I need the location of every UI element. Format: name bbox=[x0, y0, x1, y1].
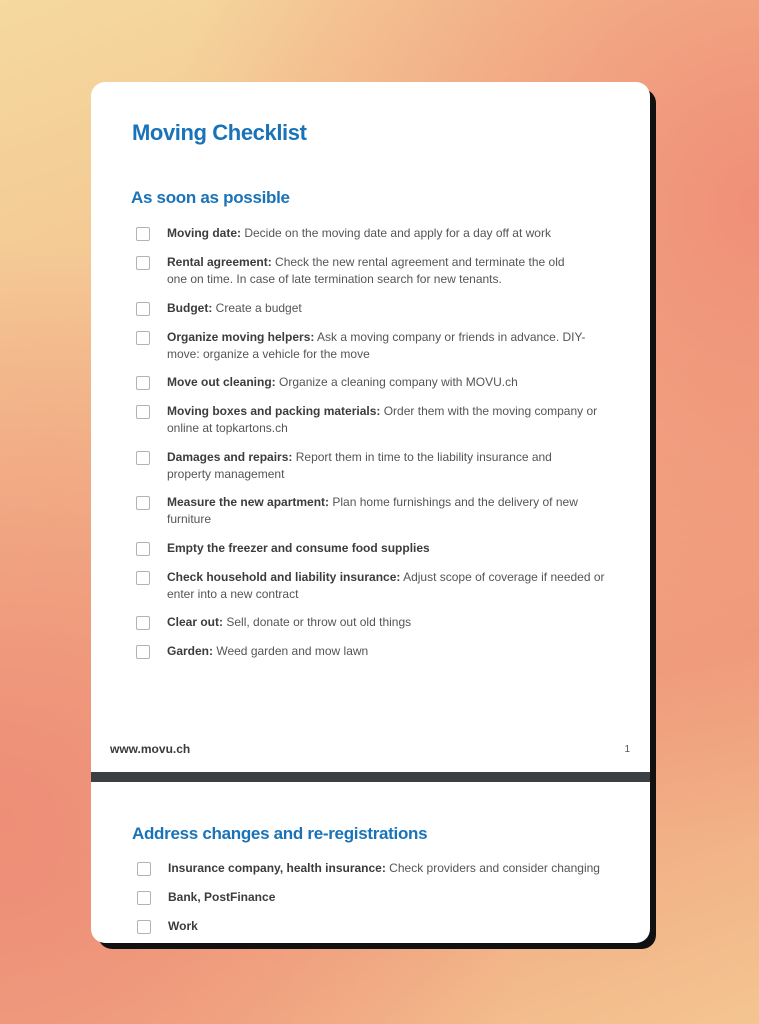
item-description: Order them with the moving company or online at topkartons.ch bbox=[167, 404, 598, 435]
item-text bbox=[167, 329, 592, 363]
item-text bbox=[167, 254, 587, 288]
checkbox[interactable] bbox=[136, 302, 150, 316]
item-label: Organize moving helpers: bbox=[167, 330, 315, 344]
item-text bbox=[167, 374, 612, 391]
item-description: Report them in time to the liability insurance and property management bbox=[167, 450, 552, 481]
checkbox[interactable] bbox=[136, 451, 150, 465]
item-text bbox=[167, 403, 617, 437]
page-break-divider bbox=[91, 772, 650, 782]
item-description: Plan home furnishings and the delivery of new furniture bbox=[167, 495, 578, 526]
item-label: Garden: bbox=[167, 644, 214, 658]
checkbox[interactable] bbox=[137, 920, 151, 934]
item-label: Move out cleaning: bbox=[167, 375, 276, 389]
item-text bbox=[167, 540, 612, 557]
item-description: Create a budget bbox=[212, 301, 302, 315]
item-label: Work bbox=[168, 919, 198, 933]
item-text bbox=[168, 860, 638, 877]
item-label: Empty the freezer and consume food supplies bbox=[167, 541, 430, 555]
checkbox[interactable] bbox=[136, 496, 150, 510]
item-description: Decide on the moving date and apply for a day off at work bbox=[241, 226, 551, 240]
item-text bbox=[167, 643, 612, 660]
item-text bbox=[167, 569, 622, 603]
item-label: Moving date: bbox=[167, 226, 241, 240]
checkbox[interactable] bbox=[136, 256, 150, 270]
checkbox[interactable] bbox=[136, 227, 150, 241]
checkbox[interactable] bbox=[136, 331, 150, 345]
item-label: Budget: bbox=[167, 301, 213, 315]
item-label: Moving boxes and packing materials: bbox=[167, 404, 381, 418]
item-text bbox=[167, 494, 617, 528]
item-label: Clear out: bbox=[167, 615, 224, 629]
item-description: Check providers and consider changing bbox=[385, 861, 600, 875]
item-label: Measure the new apartment: bbox=[167, 495, 330, 509]
checkbox[interactable] bbox=[137, 891, 151, 905]
item-description: Check the new rental agreement and terminate the old one on time. In case of late termination search for new tenants. bbox=[167, 255, 565, 286]
item-description: Organize a cleaning company with MOVU.ch bbox=[275, 375, 518, 389]
item-text bbox=[167, 225, 612, 242]
item-description: Weed garden and mow lawn bbox=[213, 644, 369, 658]
checkbox[interactable] bbox=[136, 376, 150, 390]
checkbox[interactable] bbox=[136, 571, 150, 585]
document-card bbox=[91, 82, 650, 943]
item-label: Check household and liability insurance: bbox=[167, 570, 401, 584]
checkbox[interactable] bbox=[136, 405, 150, 419]
checkbox[interactable] bbox=[136, 645, 150, 659]
footer-url: www.movu.ch bbox=[110, 742, 191, 756]
item-label: Rental agreement: bbox=[167, 255, 272, 269]
page-title: Moving Checklist bbox=[132, 120, 307, 145]
checkbox[interactable] bbox=[137, 862, 151, 876]
item-text bbox=[167, 449, 597, 483]
section-title-asap: As soon as possible bbox=[131, 188, 290, 207]
section-title-address-changes: Address changes and re-registrations bbox=[132, 824, 428, 843]
item-text bbox=[167, 614, 612, 631]
item-description: Ask a moving company or friends in advance. DIY-move: organize a vehicle for the move bbox=[167, 330, 586, 361]
checkbox[interactable] bbox=[136, 542, 150, 556]
item-text bbox=[168, 918, 638, 935]
item-text bbox=[167, 300, 612, 317]
item-description: Sell, donate or throw out old things bbox=[223, 615, 412, 629]
item-label: Insurance company, health insurance: bbox=[168, 861, 386, 875]
checkbox[interactable] bbox=[136, 616, 150, 630]
page-number: 1 bbox=[624, 744, 630, 755]
item-label: Bank, PostFinance bbox=[168, 890, 276, 904]
item-text bbox=[168, 889, 638, 906]
item-label: Damages and repairs: bbox=[167, 450, 293, 464]
item-description: Adjust scope of coverage if needed or enter into a new contract bbox=[167, 570, 605, 601]
